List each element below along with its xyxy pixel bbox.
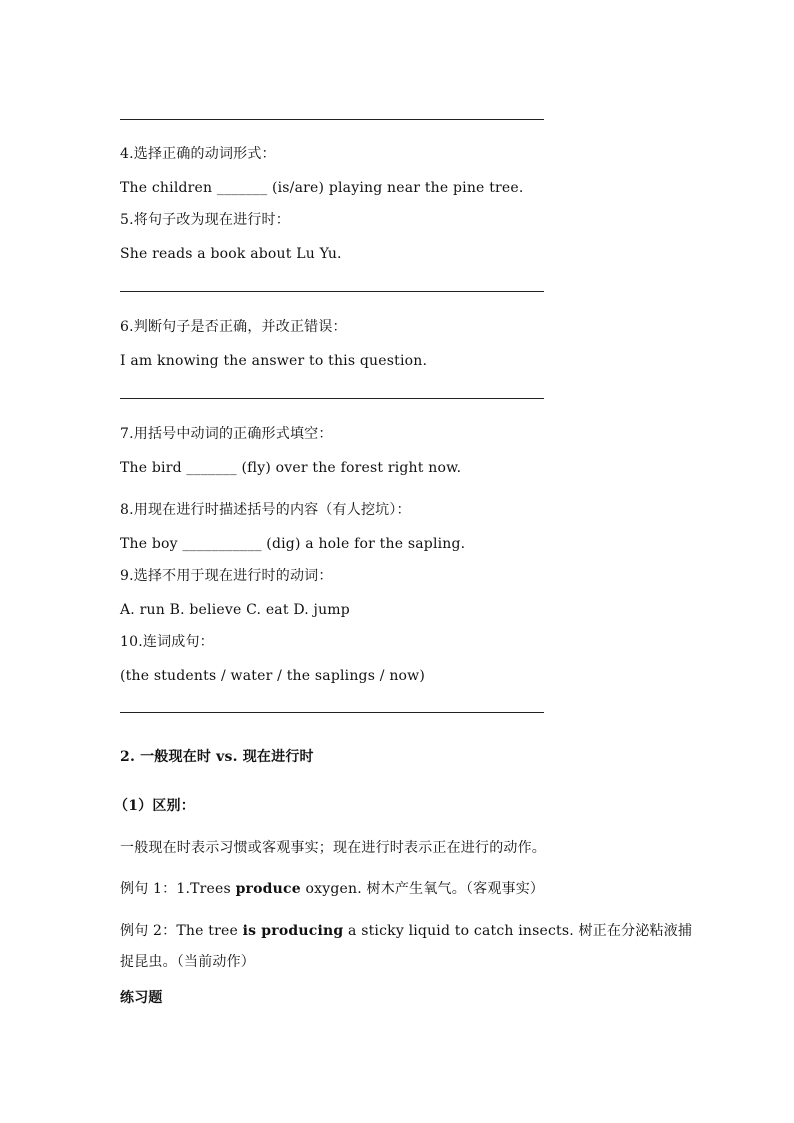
practice-heading: 练习题 (120, 990, 163, 1006)
question-8-title: 8.用现在进行时描述括号的内容（有人挖坑）： (120, 502, 411, 518)
question-8-text: The boy ___________ (dig) a hole for the sapling. (120, 536, 466, 552)
example-1-prefix: 例句 1：1.Trees (120, 881, 236, 897)
answer-line (120, 712, 544, 713)
question-5-text: She reads a book about Lu Yu. (120, 246, 342, 262)
question-4-text: The children _______ (is/are) playing near the pine tree. (120, 180, 524, 196)
question-9-text: A. run B. believe C. eat D. jump (120, 602, 350, 618)
example-2 (120, 921, 692, 941)
question-9-title: 9.选择不用于现在进行时的动词： (120, 568, 333, 584)
answer-line (120, 291, 544, 292)
question-7-title: 7.用括号中动词的正确形式填空： (120, 426, 333, 442)
section-description: 一般现在时表示习惯或客观事实；现在进行时表示正在进行的动作。 (120, 840, 546, 856)
answer-line (120, 119, 544, 120)
section-heading: 2. 一般现在时 vs. 现在进行时 (120, 749, 314, 765)
example-2-continued: 捉昆虫。（当前动作） (120, 954, 255, 970)
example-2-suffix: a sticky liquid to catch insects. 树正在分泌粘液捕 (343, 923, 693, 939)
subsection-heading: （1）区别： (114, 798, 195, 814)
question-4-title: 4.选择正确的动词形式： (120, 146, 276, 162)
example-2-prefix: 例句 2：The tree (120, 923, 243, 939)
question-7-text: The bird _______ (fly) over the forest right now. (120, 460, 462, 476)
example-1-suffix: oxygen. 树木产生氧气。（客观事实） (300, 881, 545, 897)
question-10-title: 10.连词成句： (120, 634, 214, 650)
question-10-text: (the students / water / the saplings / now) (120, 668, 426, 684)
question-6-text: I am knowing the answer to this question. (120, 353, 428, 369)
example-1-verb: produce (235, 881, 301, 897)
example-1 (120, 879, 544, 899)
answer-line (120, 398, 544, 399)
question-5-title: 5.将句子改为现在进行时： (120, 212, 290, 228)
question-6-title: 6.判断句子是否正确，并改正错误： (120, 319, 347, 335)
example-2-verb: is producing (242, 923, 344, 939)
